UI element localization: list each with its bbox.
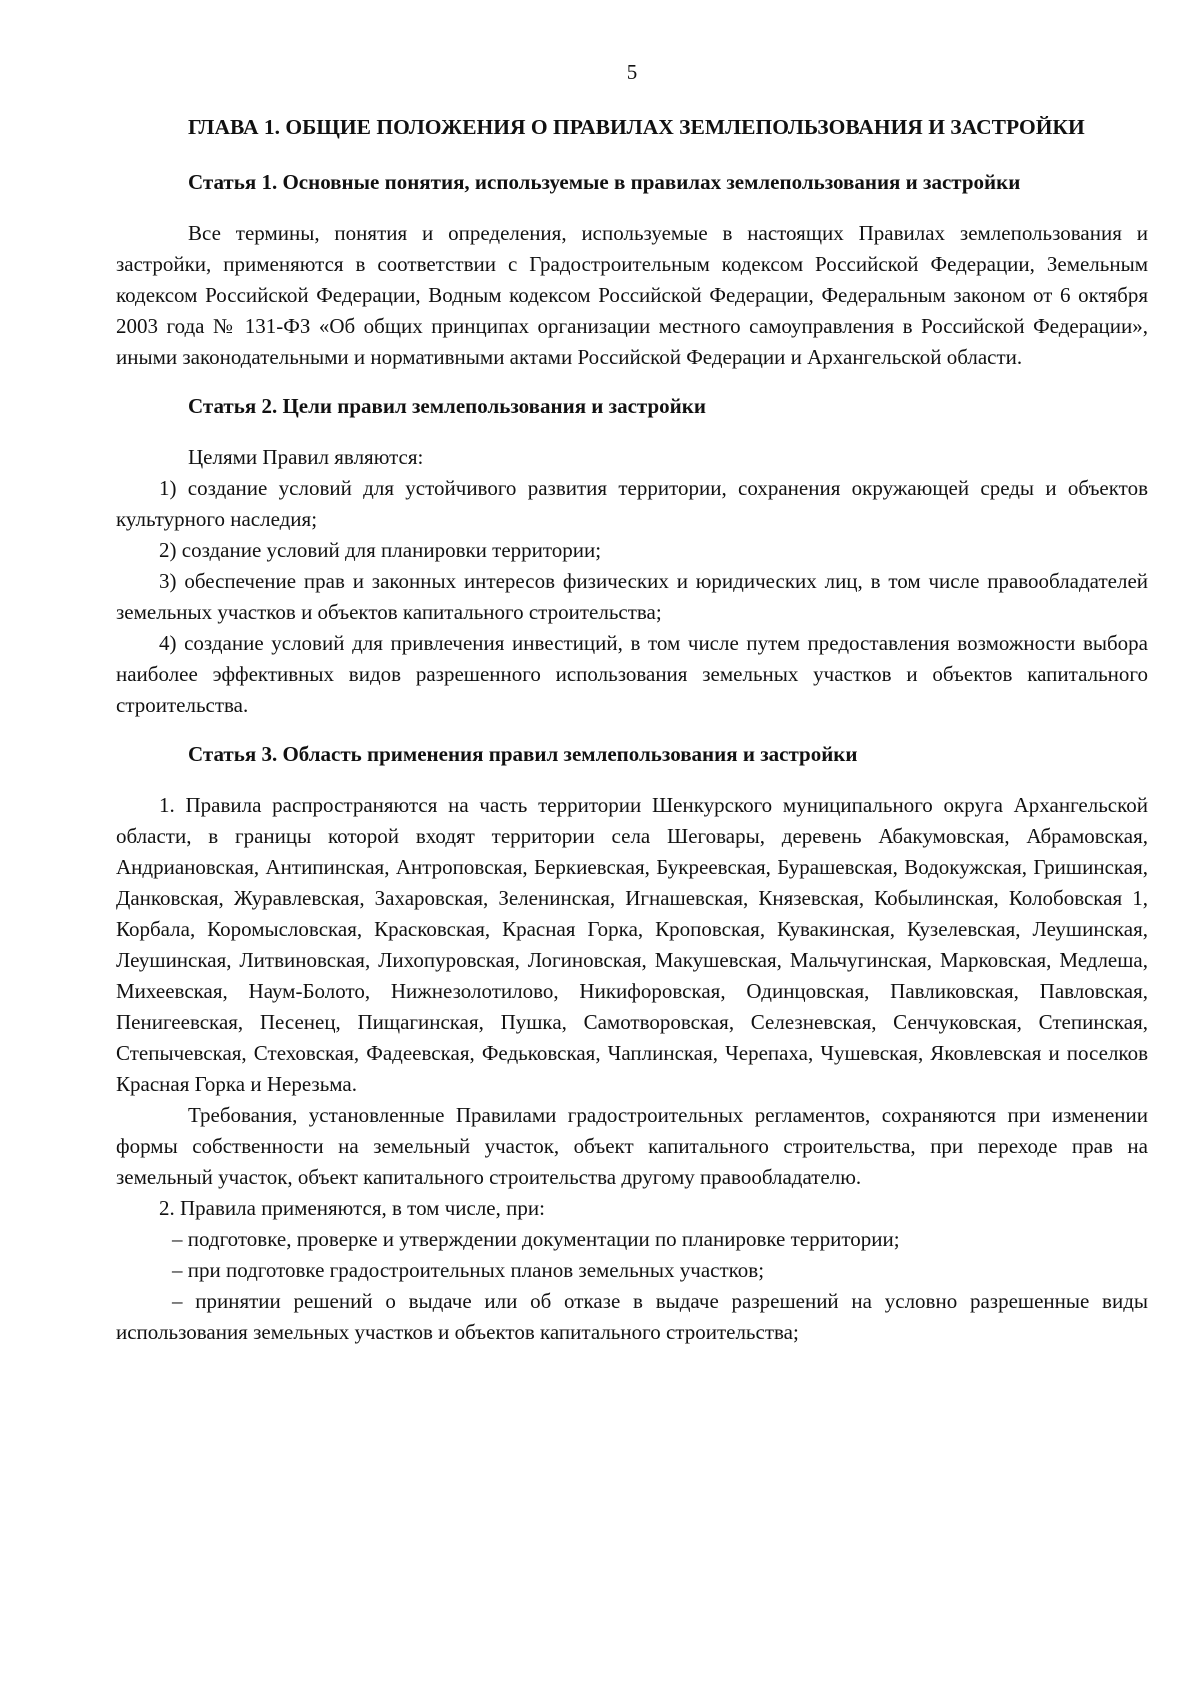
article-2-item-3: 3) обеспечение прав и законных интересов физических и юридических лиц, в том числе правообладателей земельных участков и объектов капитального строительства; <box>116 569 1148 624</box>
article-2-title: Статья 2. Цели правил землепользования и застройки <box>188 394 706 418</box>
article-3-dash-item-3: – принятии решений о выдаче или об отказе в выдаче разрешений на условно разрешенные виды использования земельных участков и объектов капитального строительства; <box>116 1289 1148 1344</box>
article-3-paragraph-3: 2. Правила применяются, в том числе, при: <box>159 1196 545 1220</box>
article-1-paragraph: Все термины, понятия и определения, используемые в настоящих Правилах землепользования и застройки, применяются в соответствии с Градостроительным кодексом Российской Федерации, Земельным кодексом Российской Федерации, Водным кодексом Российской Федерации, Федеральным законом от 6 октября 2003 года № 131-ФЗ «Об общих принципах организации местного самоуправления в Российской Федерации», иными законодательными и нормативными актами Российской Федерации и Архангельской области. <box>116 221 1148 369</box>
article-1-title: Статья 1. Основные понятия, используемые в правилах землепользования и застройки <box>188 170 1021 194</box>
article-3-paragraph-1: 1. Правила распространяются на часть территории Шенкурского муниципального округа Архангельской области, в границы которой входят территории села Шеговары, деревень Абакумовская, Абрамовская, Андриановская, Антипинская, Антроповская, Беркиевская, Букреевская, Бурашевская, Водокужская, Гришинская, Данковская, Журавлевская, Захаровская, Зеленинская, Игнашевская, Князевская, Кобылинская, Колобовская 1, Корбала, Коромысловская, Красковская, Красная Горка, Кроповская, Кувакинская, Кузелевская, Леушинская, Леушинская, Литвиновская, Лихопуровская, Логиновская, Макушевская, Мальчугинская, Марковская, Медлеша, Михеевская, Наум-Болото, Нижнезолотилово, Никифоровская, Одинцовская, Павликовская, Павловская, Пенигеевская, Песенец, Пищагинская, Пушка, Самотворовская, Селезневская, Сенчуковская, Степинская, Степычевская, Стеховская, Фадеевская, Федьковская, Чаплинская, Черепаха, Чушевская, Яковлевская и поселков Красная Горка и Нерезьма. <box>116 793 1148 1096</box>
article-3-dash-item-1: – подготовке, проверке и утверждении документации по планировке территории; <box>172 1227 900 1251</box>
page-number: 5 <box>626 60 638 84</box>
article-2-item-4: 4) создание условий для привлечения инвестиций, в том числе путем предоставления возможности выбора наиболее эффективных видов разрешенного использования земельных участков и объектов капитального строительства. <box>116 631 1148 717</box>
article-3-dash-item-2: – при подготовке градостроительных планов земельных участков; <box>172 1258 765 1282</box>
article-3-title: Статья 3. Область применения правил землепользования и застройки <box>188 742 858 766</box>
article-2-item-2: 2) создание условий для планировки территории; <box>159 538 602 562</box>
article-2-item-1: 1) создание условий для устойчивого развития территории, сохранения окружающей среды и объектов культурного наследия; <box>116 476 1148 531</box>
chapter-title: ГЛАВА 1. ОБЩИЕ ПОЛОЖЕНИЯ О ПРАВИЛАХ ЗЕМЛЕПОЛЬЗОВАНИЯ И ЗАСТРОЙКИ <box>188 115 1085 139</box>
article-2-intro: Целями Правил являются: <box>188 445 424 469</box>
article-3-paragraph-2: Требования, установленные Правилами градостроительных регламентов, сохраняются при изменении формы собственности на земельный участок, объект капитального строительства, при переходе прав на земельный участок, объект капитального строительства другому правообладателю. <box>116 1103 1148 1189</box>
